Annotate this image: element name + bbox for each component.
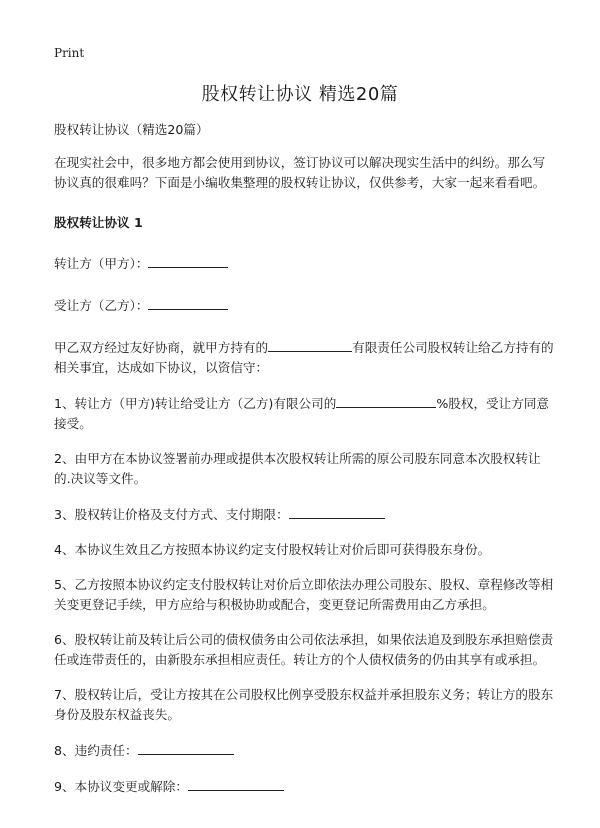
clause-2: 2、由甲方在本协议签署前办理或提供本次股权转让所需的原公司股东同意本次股权转让的.决议等文件。 [54,451,541,486]
transferee-label: 受让方（乙方）： [54,298,149,313]
clause-1 [54,393,554,434]
clause-1-part-b: %股权，受让方同意接受。 [54,396,550,431]
transferor-label: 转让方（甲方）： [54,256,149,271]
print-link[interactable]: Print [54,46,85,60]
clause-5: 5、乙方按照本协议约定支付股权转让对价后立即依法办理公司股东、股权、章程修改等相关变更登记手续，甲方应给与积极协助或配合，变更登记所需费用由乙方承担。 [54,577,554,612]
page-title: 股权转让协议 精选20篇 [201,84,399,105]
document-subtitle: 股权转让协议（精选20篇） [54,122,209,137]
clause-9 [54,776,554,797]
clause-4: 4、本协议生效且乙方按照本协议约定支付股权转让对价后即可获得股东身份。 [54,542,491,557]
clause-8 [54,740,554,761]
document-body [54,120,554,812]
preamble-part-a: 甲乙双方经过友好协商，就甲方持有的 [54,340,269,355]
clause-6: 6、股权转让前及转让后公司的债权债务由公司依法承担，如果依法追及到股东承担赔偿责任或连带责任的，由新股东承担相应责任。转让方的个人债权债务的仍由其享有或承担。 [54,632,554,667]
transferor-blank [148,253,228,268]
section-heading: 股权转让协议 1 [54,215,143,230]
clause-3-label: 3、股权转让价格及支付方式、支付期限： [54,507,289,522]
clause-7: 7、股权转让后，受让方按其在公司股权比例享受股东权益并承担股东义务；转让方的股东身份及股东权益丧失。 [54,687,554,722]
preamble-part-b: 有限责任公司股权转让给乙方持有的相关事宜，达成如下协议，以资信守： [54,340,554,375]
price-payment-blank [289,504,385,519]
transferee-blank [148,295,228,310]
transferee-line [54,295,554,316]
company-name-blank [268,337,352,352]
clause-3 [54,504,554,525]
clause-1-part-a: 1、转让方（甲方)转让给受让方（乙方)有限公司的 [54,396,337,411]
amendment-blank [188,776,284,791]
clause-8-label: 8、违约责任： [54,743,138,758]
preamble-paragraph [54,337,554,378]
breach-liability-blank [138,740,234,755]
transferor-line [54,253,554,274]
share-percent-blank [336,393,436,408]
clause-9-label: 9、本协议变更或解除： [54,779,188,794]
intro-paragraph: 在现实社会中，很多地方都会使用到协议，签订协议可以解决现实生活中的纠纷。那么写协议真的很难吗？下面是小编收集整理的股权转让协议，仅供参考，大家一起来看看吧。 [54,155,546,190]
